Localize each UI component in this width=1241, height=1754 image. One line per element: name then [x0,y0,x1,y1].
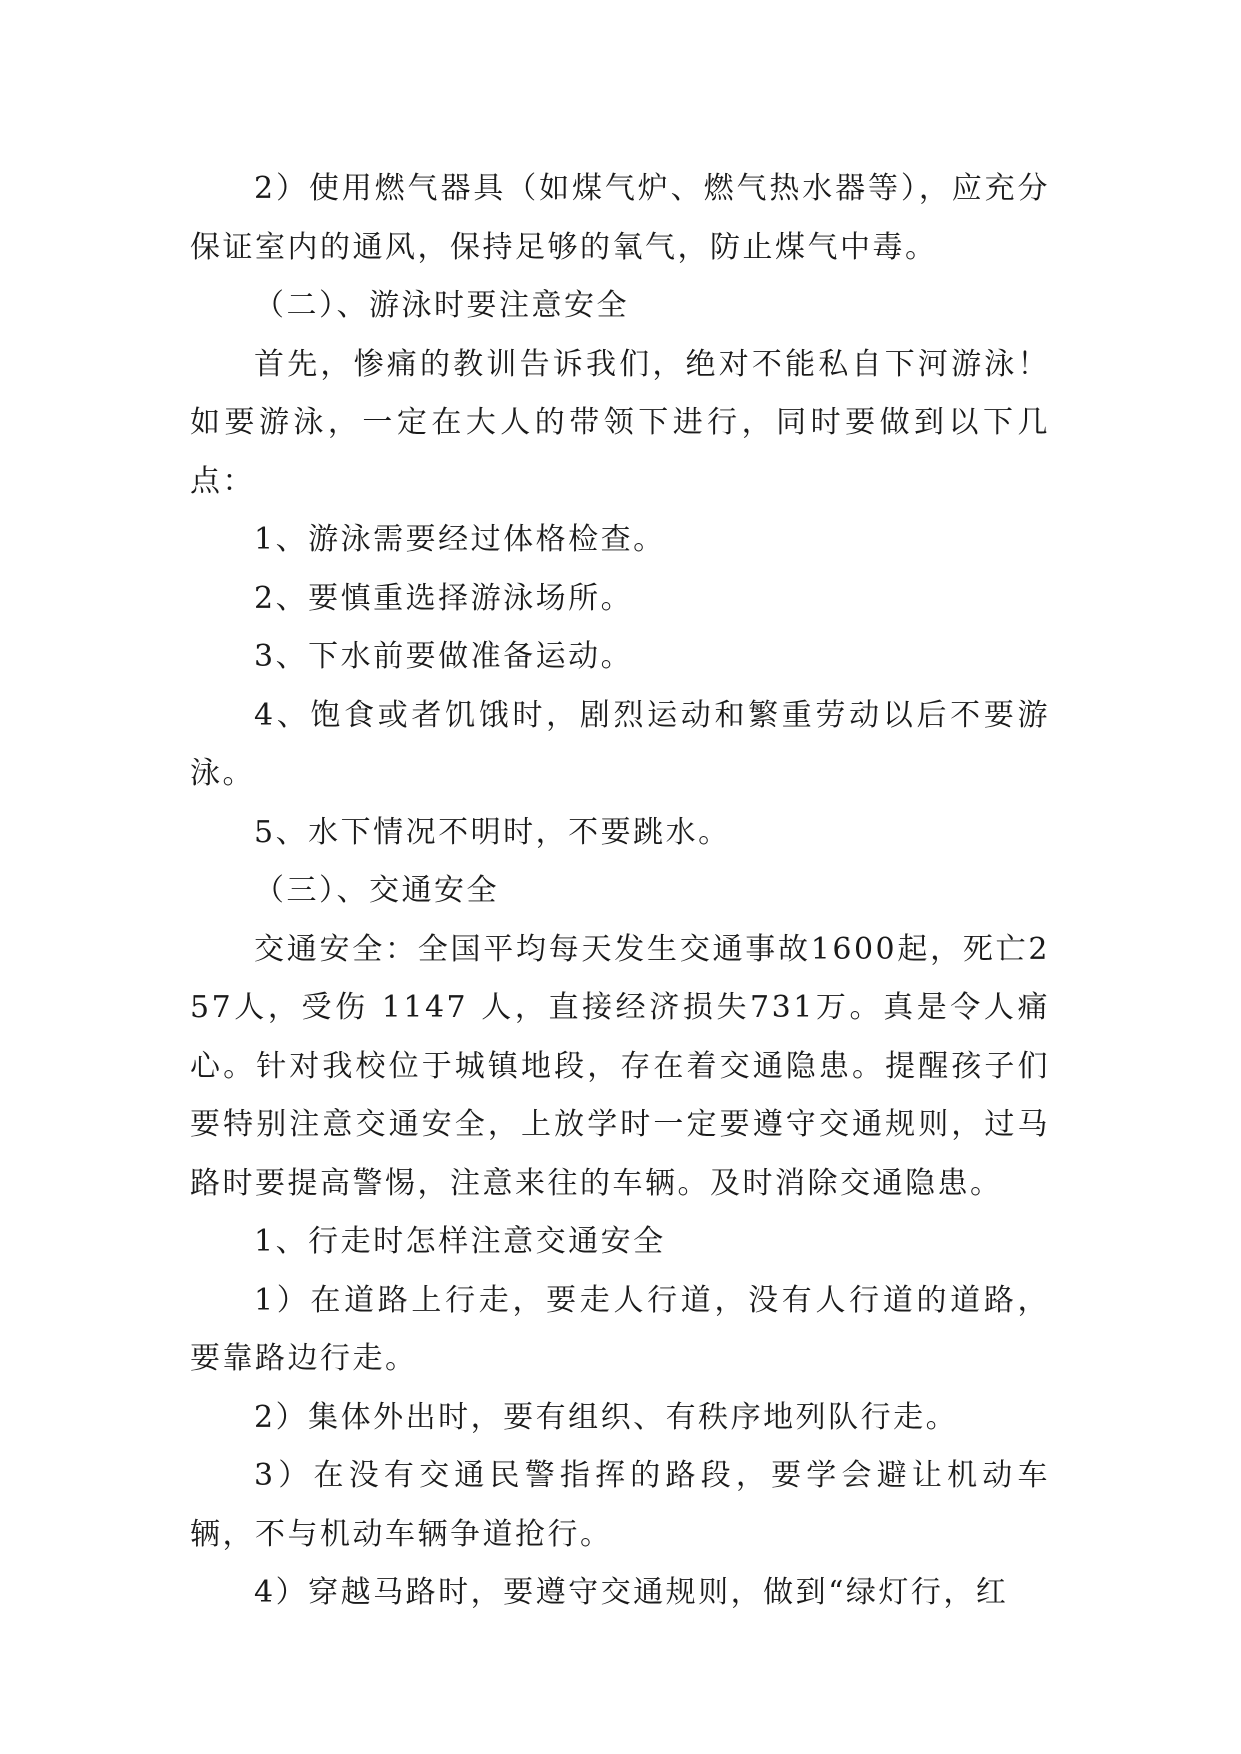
paragraph-traffic-intro: 交通安全：全国平均每天发生交通事故1600起，死亡257人，受伤 1147 人，直接经济损失731万。真是令人痛心。针对我校位于城镇地段，存在着交通隐患。提醒孩子们要特别注意交通安全，上放学时一定要遵守交通规则，过马路时要提高警惕，注意来往的车辆。及时消除交通隐患。 [190,931,1050,1201]
section-heading-swimming: （二）、游泳时要注意安全 [254,288,629,323]
list-item-swimming-1: 1、游泳需要经过体格检查。 [254,522,666,557]
section-heading-traffic: （三）、交通安全 [254,873,499,908]
list-item-walking-2: 2）集体外出时，要有组织、有秩序地列队行走。 [254,1399,959,1435]
list-item-walking-3: 3）在没有交通民警指挥的路段，要学会避让机动车辆，不与机动车辆争道抢行。 [190,1458,1050,1552]
subheading-walking-safety: 1、行走时怎样注意交通安全 [254,1224,666,1259]
list-item-walking-4: 4）穿越马路时，要遵守交通规则，做到“绿灯行，红 [254,1575,1009,1610]
list-item-swimming-3: 3、下水前要做准备运动。 [254,639,634,674]
list-item-walking-1: 1）在道路上行走，要走人行道，没有人行道的道路，要靠路边行走。 [190,1282,1050,1376]
list-item-swimming-2: 2、要慎重选择游泳场所。 [254,580,634,616]
paragraph-swimming-intro: 首先，惨痛的教训告诉我们，绝对不能私自下河游泳！如要游泳，一定在大人的带领下进行，同时要做到以下几点： [190,346,1050,499]
list-item-swimming-5: 5、水下情况不明时，不要跳水。 [254,814,731,850]
document-body [190,160,1050,1623]
list-item-swimming-4: 4、饱食或者饥饿时，剧烈运动和繁重劳动以后不要游泳。 [190,697,1050,791]
paragraph-gas-appliances: 2）使用燃气器具（如煤气炉、燃气热水器等），应充分保证室内的通风，保持足够的氧气，防止煤气中毒。 [190,171,1050,265]
